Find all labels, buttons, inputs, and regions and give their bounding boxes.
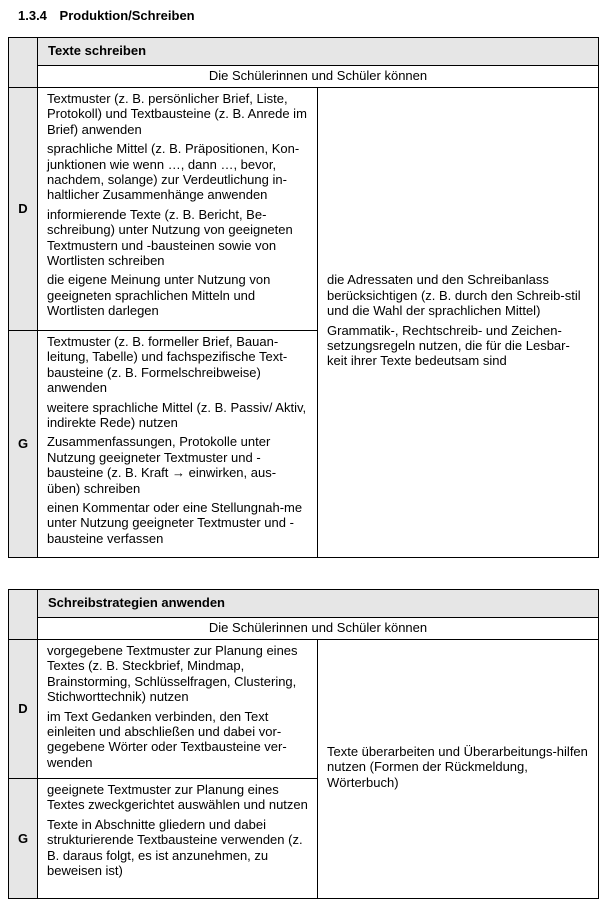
level-label-d: D — [9, 88, 38, 331]
list-item: die eigene Meinung unter Nutzung von geeigneten sprachlichen Mitteln und Wortlisten darlegen — [47, 272, 271, 319]
level-label-g: G — [9, 779, 38, 899]
section-title: Produktion/Schreiben — [59, 8, 195, 23]
level-d-items — [38, 88, 318, 331]
table-title: Texte schreiben — [38, 38, 599, 66]
list-item: sprachliche Mittel (z. B. Präpositionen, Kon-junktionen wie wenn …, dann …, bevor, nachdem, solange) zur Verdeutlichung in-haltlicher Zusammenhänge anwenden — [47, 141, 300, 203]
section-number: 1.3.4 — [18, 8, 47, 23]
list-item: vorgegebene Textmuster zur Planung eines Textes (z. B. Steckbrief, Mindmap, Brainstorming, Schlüsselfragen, Clustering, Stichworttechnik) nutzen — [47, 643, 298, 705]
list-item: Texte überarbeiten und Überarbeitungs-hilfen nutzen (Formen der Rückmeldung, Wörterbuch) — [327, 743, 588, 790]
list-item: Textmuster (z. B. formeller Brief, Bauan-leitung, Tabelle) und fachspezifische Text-bausteine (z. B. Formelschreibweise) anwenden — [47, 334, 288, 396]
list-item: geeignete Textmuster zur Planung eines Textes zweckgerichtet auswählen und nutzen — [47, 782, 308, 813]
level-label-d: D — [9, 640, 38, 779]
table-title: Schreibstrategien anwenden — [38, 590, 599, 618]
list-item: einen Kommentar oder eine Stellungnah-me unter Nutzung geeigneter Textmuster und -bausteine verfassen — [47, 500, 303, 546]
level-g-items — [38, 331, 318, 558]
list-item: die Adressaten und den Schreibanlass berücksichtigen (z. B. durch den Schreib-stil und die Wahl der sprachlichen Mittel) — [327, 272, 581, 319]
list-item: Zusammenfassungen, Protokolle unter Nutzung geeigneter Textmuster und -bausteine (z. B. Kraft → einwirken, aus-üben) schreiben — [47, 434, 277, 496]
level-d-items — [38, 640, 318, 779]
table-subtitle: Die Schülerinnen und Schüler können — [38, 66, 599, 88]
list-item: Textmuster (z. B. persönlicher Brief, Liste, Protokoll) und Textbausteine (z. B. Anrede im Brief) anwenden — [47, 91, 307, 137]
shared-items — [318, 640, 599, 899]
list-item: im Text Gedanken verbinden, den Text einleiten und abschließen und dabei vor-gegebene Wörter oder Textbausteine ver-wenden — [47, 708, 287, 770]
competency-table-schreibstrategien — [8, 589, 599, 899]
level-label-g: G — [9, 331, 38, 558]
list-item: Texte in Abschnitte gliedern und dabei strukturierende Textbausteine verwenden (z. B. daraus folgt, es ist anzunehmen, zu beweisen ist) — [47, 816, 303, 879]
section-heading — [18, 8, 195, 23]
shared-items — [318, 88, 599, 558]
competency-table-texte-schreiben — [8, 37, 599, 558]
list-item: weitere sprachliche Mittel (z. B. Passiv/ Aktiv, indirekte Rede) nutzen — [47, 399, 307, 431]
level-g-items — [38, 779, 318, 899]
list-item: Grammatik-, Rechtschreib- und Zeichen-setzungsregeln nutzen, die für die Lesbar-keit ihrer Texte bedeutsam sind — [327, 322, 570, 369]
list-item: informierende Texte (z. B. Bericht, Be-schreibung) unter Nutzung von geeigneten Textmustern und -bausteinen sowie von Wortlisten schreiben — [47, 206, 293, 269]
corner-cell — [9, 590, 38, 640]
corner-cell — [9, 38, 38, 88]
table-subtitle: Die Schülerinnen und Schüler können — [38, 618, 599, 640]
